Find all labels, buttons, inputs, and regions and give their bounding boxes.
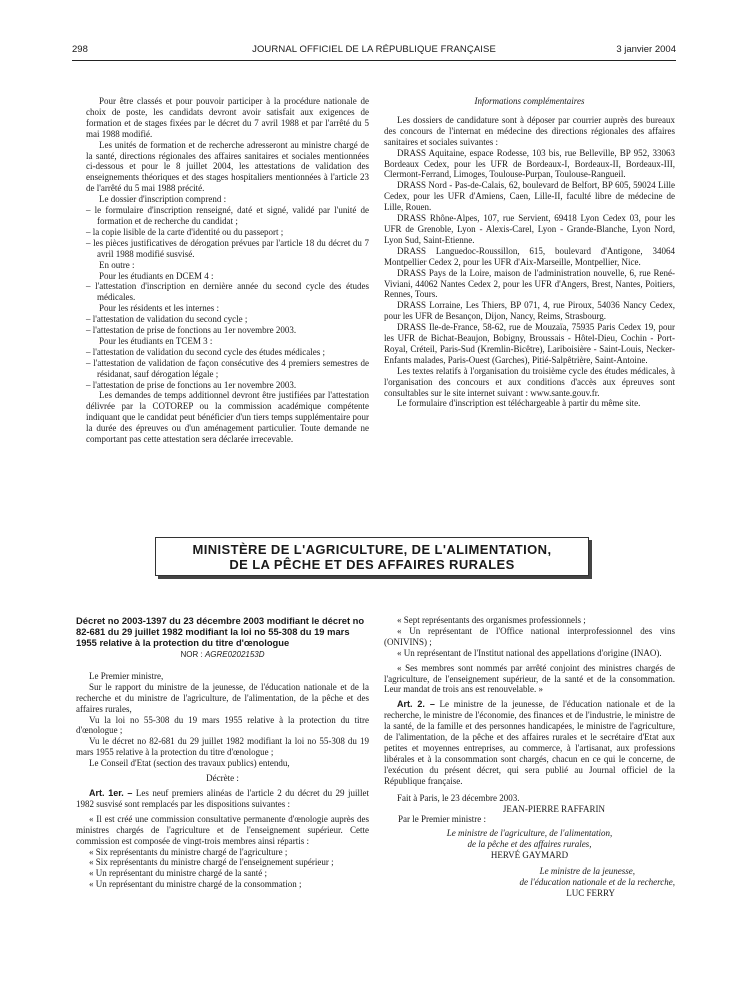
list-item: – l'attestation de validation du second cycle ; (86, 314, 248, 325)
paragraph: Sur le rapport du ministre de la jeunesse, de l'éducation nationale et de la recherche et du ministre de l'agriculture, de l'alimentation, de la pêche et des affaires rurales, (76, 681, 369, 714)
paragraph: DRASS Languedoc-Roussillon, 615, boulevard d'Antigone, 34064 Montpellier Cedex 2, pour les UFR d'Aix-Marseille, Montpellier, Nice. (384, 245, 675, 267)
article-label: Art. 1er. – (89, 787, 133, 798)
signatory-education: LUC FERRY (566, 887, 615, 898)
paragraph: DRASS Ile-de-France, 58-62, rue de Mouzaïa, 75935 Paris Cedex 19, pour les UFR de Bichat-Beaujon, Bobigny, Broussais - Hôtel-Dieu, Cochin - Port-Royal, Créteil, Paris-Sud (Kremlin-Bicêtre), Lariboisière - Saint-Louis, Necker-Enfants malades, Paris-Ouest (Garches), Pitié-Salpêtrière, Saint-Antoine. (384, 322, 675, 365)
paragraph: Pour les étudiants en TCEM 3 : (99, 335, 213, 346)
paragraph: Vu la loi no 55-308 du 19 mars 1955 relative à la protection du titre d'œnologue ; (76, 714, 369, 736)
quote-paragraph: « Sept représentants des organismes professionnels ; (397, 615, 586, 625)
list-item: – l'attestation de validation de façon consécutive des 4 premiers semestres de résidanat, sauf dérogation légale ; (86, 357, 369, 379)
list-item: – l'attestation de validation du second cycle des études médicales ; (86, 346, 326, 357)
quote-paragraph: « Ses membres sont nommés par arrêté conjoint des ministres chargés de l'agriculture, de l'enseignement supérieur, de la santé et de la consommation. Leur mandat de trois ans est renouvelable. » (384, 662, 675, 695)
paragraph: Le dossier d'inscription comprend : (99, 194, 227, 205)
quote-paragraph: « Un représentant de l'Office national interprofessionnel des vins (ONIVINS) ; (384, 625, 675, 647)
signature-date: Fait à Paris, le 23 décembre 2003. (397, 792, 520, 803)
paragraph: En outre : (99, 259, 135, 270)
column-left-top (86, 96, 369, 445)
signatory-agriculture: HERVÉ GAYMARD (490, 850, 569, 861)
quote-paragraph: « Six représentants du ministre chargé de l'enseignement supérieur ; (89, 857, 334, 868)
paragraph: Les unités de formation et de recherche adresseront au ministre chargé de la santé, directions régionales des affaires sanitaires et sociales mentionnées ci-dessous et pour le 8 juillet 2004, les attestations de validation des enseignements théoriques et des stages hospitaliers mentionnées à l'article 23 de l'arrêté du 5 mai 1988 précité. (86, 139, 369, 194)
article-label: Art. 2. – (397, 699, 435, 710)
article-1 (76, 788, 369, 810)
ministry-banner (155, 537, 589, 576)
paragraph: Pour les résidents et les internes : (99, 303, 219, 314)
list-item: – l'attestation de prise de fonctions au 1er novembre 2003. (86, 379, 297, 390)
quote-paragraph: « Un représentant du ministre chargé de la santé ; (89, 868, 268, 879)
paragraph: DRASS Nord - Pas-de-Calais, 62, boulevard de Belfort, BP 605, 59024 Lille Cedex, pour les UFR d'Amiens, Caen, Lille-II, faculté libre de médecine de Lille, Rouen. (384, 180, 675, 213)
article-text: Le ministre de la jeunesse, de l'éducation nationale et de la recherche, le ministre de l'économie, des finances et de l'industrie, le ministre de la santé, de la famille et des personnes handicapées, le ministre de l'agriculture, de l'alimentation, de la pêche et des affaires rurales et le secrétaire d'Etat aux petites et moyennes entreprises, au commerce, à l'artisanat, aux professions libérales et à la consommation sont chargés, chacun en ce qui le concerne, de l'exécution du présent décret, qui sera publié au Journal officiel de la République française. (384, 699, 676, 786)
paragraph: DRASS Rhône-Alpes, 107, rue Servient, 69418 Lyon Cedex 03, pour les UFR de Grenoble, Lyon - Alexis-Carel, Lyon - Grande-Blanche, Lyon Nord, Lyon Sud, Saint-Etienne. (384, 213, 675, 245)
list-item: – la copie lisible de la carte d'identité ou du passeport ; (86, 226, 284, 237)
paragraph: Pour les étudiants en DCEM 4 : (99, 270, 214, 281)
header-rule (72, 60, 676, 61)
journal-title: JOURNAL OFFICIEL DE LA RÉPUBLIQUE FRANÇAISE (252, 44, 496, 55)
paragraph: Le formulaire d'inscription est téléchargeable à partir du même site. (397, 398, 641, 409)
article-2 (384, 699, 675, 786)
paragraph: Les demandes de temps additionnel devront être justifiées par l'attestation délivrée par la COTOREP ou la commission académique compétente indiquant que le candidat peut bénéficier d'un tiers temps supplémentaire pour la durée des épreuves ou d'un aménagement particulier. Toute demande ne comportant pas cette attestation sera déclarée irrecevable. (86, 390, 369, 445)
quote-paragraph: « Il est créé une commission consultative permanente d'œnologie auprès des ministres chargés de l'agriculture et de l'enseignement supérieur. Cette commission est composée de vingt-trois membres ainsi répartis : (76, 813, 369, 846)
quote-paragraph: « Six représentants du ministre chargé de l'agriculture ; (89, 846, 288, 857)
paragraph: Le Premier ministre, (89, 670, 164, 681)
column-right-bottom (384, 615, 675, 899)
section-subtitle: Informations complémentaires (474, 96, 585, 106)
list-item: – les pièces justificatives de dérogation prévues par l'article 18 du décret du 7 avril 1988 modifié susvisé. (86, 237, 369, 259)
list-item: – le formulaire d'inscription renseigné, daté et signé, validé par l'unité de formation et de recherche du candidat ; (86, 205, 369, 226)
minister-agriculture: Le ministre de l'agriculture, de l'alimentation, de la pêche et des affaires rurales, (446, 828, 613, 850)
column-right-top (384, 96, 675, 409)
list-item: – l'attestation d'inscription en dernière année du second cycle des études médicales. (86, 281, 369, 303)
nor-label: NOR : (180, 650, 203, 659)
signatory-pm: JEAN-PIERRE RAFFARIN (502, 803, 605, 814)
paragraph: Pour être classés et pour pouvoir participer à la procédure nationale de choix de poste, les candidats devront avoir satisfait aux exigences de formation et de stages fixées par le décret du 7 avril 1988 et par l'arrêté du 5 mai 1988 modifié. (86, 96, 369, 139)
page-number: 298 (72, 44, 88, 55)
nor-code: AGRE0202153D (204, 650, 265, 659)
by-prime-minister: Par le Premier ministre : (398, 814, 486, 825)
paragraph: DRASS Aquitaine, espace Rodesse, 103 bis, rue Belleville, BP 952, 33063 Bordeaux Cedex, pour les UFR de Bordeaux-I, Bordeaux-II, Bordeaux-III, Clermont-Ferrand, Limoges, Toulouse-Purpan, Toulouse-Rangueil. (384, 147, 675, 180)
ministry-banner-line2: DE LA PÊCHE ET DES AFFAIRES RURALES (229, 557, 515, 572)
decrete-line: Décrète : (206, 773, 239, 784)
paragraph: Vu le décret no 82-681 du 29 juillet 1982 modifiant la loi no 55-308 du 19 mars 1955 relative à la protection du titre d'œnologue ; (76, 736, 369, 758)
quote-paragraph: « Un représentant du ministre chargé de la consommation ; (89, 879, 302, 890)
column-left-bottom (76, 615, 369, 890)
paragraph: Les textes relatifs à l'organisation du troisième cycle des études médicales, à l'organisation des concours et aux conditions d'accès aux épreuves sont consultables sur le site internet suivant : www.sante.gouv.fr. (384, 365, 675, 398)
article-text: Les neuf premiers alinéas de l'article 2 du décret du 29 juillet 1982 susvisé sont remplacés par les dispositions suivantes : (76, 787, 370, 809)
minister-education: Le ministre de la jeunesse, de l'éducation nationale et de la recherche, (519, 866, 675, 887)
page-header (72, 44, 676, 60)
quote-paragraph: « Un représentant de l'Institut national des appellations d'origine (INAO). (397, 647, 662, 658)
ministry-banner-line1: MINISTÈRE DE L'AGRICULTURE, DE L'ALIMENTATION, (192, 542, 552, 557)
list-item: – l'attestation de prise de fonctions au 1er novembre 2003. (86, 325, 297, 336)
issue-date: 3 janvier 2004 (616, 44, 676, 55)
nor-reference (76, 650, 369, 661)
decree-title: Décret no 2003-1397 du 23 décembre 2003 modifiant le décret no 82-681 du 29 juillet 1982 modifiant la loi no 55-308 du 19 mars 1955 relative à la protection du titre d'œnologue (76, 615, 365, 648)
paragraph: Les dossiers de candidature sont à déposer par courrier auprès des bureaux des concours de l'internat en médecine des directions régionales des affaires sanitaires et sociales suivantes : (384, 114, 675, 147)
paragraph: Le Conseil d'Etat (section des travaux publics) entendu, (89, 758, 290, 769)
paragraph: DRASS Lorraine, Les Thiers, BP 071, 4, rue Piroux, 54036 Nancy Cedex, pour les UFR de Besançon, Dijon, Nancy, Reims, Strasbourg. (384, 300, 675, 322)
paragraph: DRASS Pays de la Loire, maison de l'administration nouvelle, 6, rue René-Viviani, 44062 Nantes Cedex 2, pour les UFR d'Angers, Brest, Nantes, Poitiers, Rennes, Tours. (384, 267, 675, 300)
